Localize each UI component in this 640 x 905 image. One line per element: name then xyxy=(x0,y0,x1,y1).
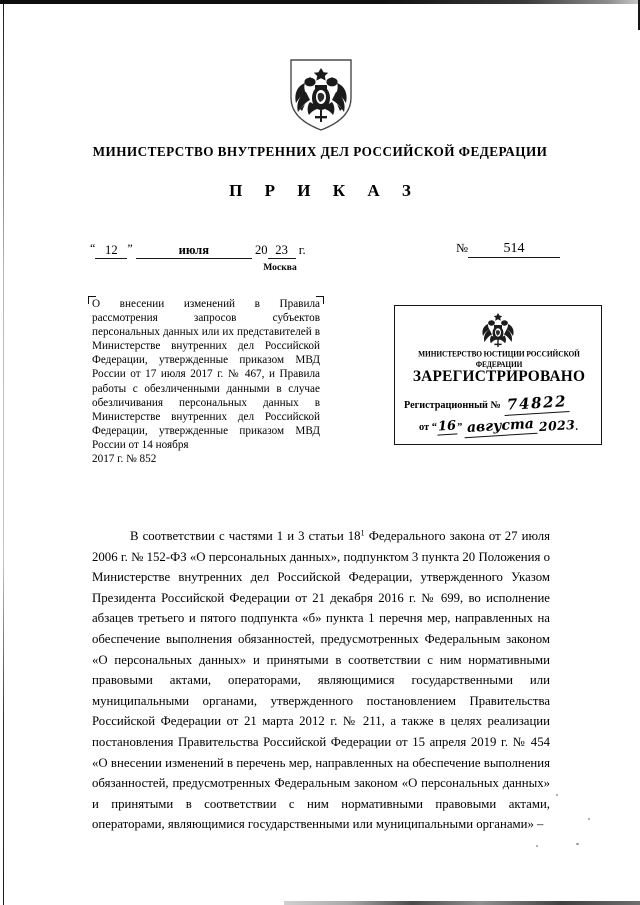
scan-speck xyxy=(576,843,579,845)
subject-text: О внесении изменений в Правила рассмотрения запросов субъектов персональных данных или их представителей в Министерстве внутренних дел Российской Федерации, утвержденные приказом МВД России от 17 июля 2017 г. № 467, и Правила работы с обезличенными данными в случае обезличивания персональных данных в Министерстве внутренних дел Российской Федерации, утвержденные приказом МВД России от 14 ноября xyxy=(92,298,320,451)
quote-open: “ xyxy=(90,241,96,255)
stamp-date-quote-open: “ xyxy=(431,422,437,433)
order-year: 23 xyxy=(268,243,296,259)
stamp-coat-of-arms-icon xyxy=(478,310,518,350)
registration-stamp xyxy=(394,305,602,445)
stamp-date-quote-close: ” xyxy=(457,422,463,433)
scan-bottom-smudge xyxy=(284,901,640,905)
scan-speck xyxy=(556,794,558,796)
order-number: 514 xyxy=(468,242,560,258)
date-number-row xyxy=(90,241,560,261)
stamp-organization: МИНИСТЕРСТВО ЮСТИЦИИ РОССИЙСКОЙ ФЕДЕРАЦИИ xyxy=(418,348,580,370)
date-group xyxy=(90,241,306,259)
order-day: 12 xyxy=(95,243,127,259)
city-label: Москва xyxy=(263,262,297,273)
article-superscript: 1 xyxy=(360,528,365,538)
order-heading: П Р И К А З xyxy=(229,181,420,200)
stamp-date-line xyxy=(419,415,599,437)
body-paragraph xyxy=(92,526,550,835)
stamp-status: ЗАРЕГИСТРИРОВАНО xyxy=(412,368,586,385)
scan-speck xyxy=(588,818,590,820)
stamp-date-month: августа xyxy=(464,416,538,438)
bracket-corner-top-right xyxy=(316,296,324,304)
scan-top-edge xyxy=(0,0,640,4)
quote-close: ” xyxy=(127,241,133,255)
year-abbreviation: г. xyxy=(298,243,306,257)
russian-coat-of-arms-icon xyxy=(285,58,357,132)
body-part-two: Федерального закона от 27 июля 2006 г. № 152-ФЗ «О персональных данных», подпунктом 3 пункта 20 Положения о Министерстве внутренних дел Российской Федерации, утвержденного Указом Президента Российской Федерации от 21 декабря 2016 г. № 699, во исполнение абзацев третьего и пятого подпункта «б» пункта 1 перечня мер, направленных на обеспечение выполнения обязанностей, предусмотренных Федеральным законом «О персональных данных» и принятыми в соответствии с ним нормативными правовыми актами, операторами, являющимися государственными или муниципальными органами, утвержденного постановлением Правительства Российской Федерации от 21 марта 2012 г. № 211, а также в целях реализации постановления Правительства Российской Федерации от 15 апреля 2019 г. № 454 «О внесении изменений в перечень мер, направленных на обеспечение выполнения обязанностей, предусмотренных Федеральным законом «О персональных данных» и принятыми в соответствии с ним нормативными правовыми актами, операторами, являющимися государственными или муниципальными органами» – xyxy=(92,529,550,832)
stamp-date-suffix: . xyxy=(575,422,578,433)
document-body xyxy=(92,526,550,835)
order-number-group xyxy=(456,241,560,258)
subject-text-tail: 2017 г. № 852 xyxy=(92,453,157,466)
stamp-date-year: 2023 xyxy=(538,416,576,435)
stamp-registration-line xyxy=(404,394,596,414)
stamp-date-day: 16 xyxy=(437,418,457,435)
body-part-one: В соответствии с частями 1 и 3 статьи 18 xyxy=(130,529,361,543)
order-month: июля xyxy=(136,243,252,259)
ministry-title: МИНИСТЕРСТВО ВНУТРЕННИХ ДЕЛ РОССИЙСКОЙ ФЕДЕРАЦИИ xyxy=(92,144,548,159)
stamp-registration-number: 74822 xyxy=(503,392,569,416)
number-sign: № xyxy=(455,241,468,255)
scan-left-edge xyxy=(3,4,4,905)
scan-speck xyxy=(536,845,538,847)
subject-block xyxy=(92,297,320,466)
stamp-registration-label: Регистрационный № xyxy=(404,400,501,411)
stamp-date-prefix: от xyxy=(419,422,430,433)
year-prefix: 20 xyxy=(254,243,268,257)
bracket-corner-top-left xyxy=(88,296,96,304)
